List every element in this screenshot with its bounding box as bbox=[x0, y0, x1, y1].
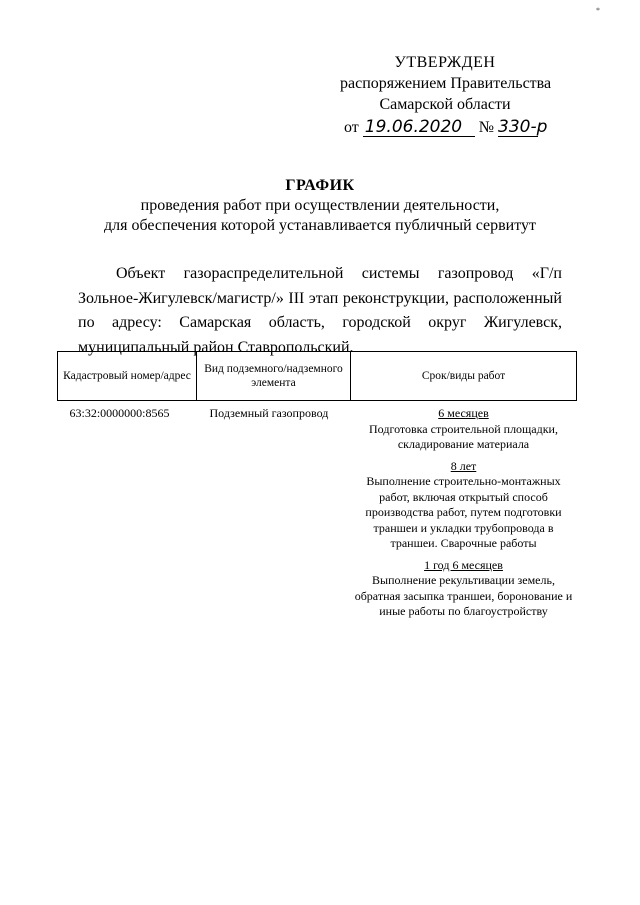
order-line bbox=[344, 117, 548, 137]
corner-mark: * bbox=[596, 6, 600, 15]
title-main: ГРАФИК bbox=[285, 177, 355, 194]
stage-works: Выполнение рекультивации земель, обратная засыпка траншеи, боронование и иные работы по благоустройству bbox=[354, 573, 573, 618]
approval-heading: УТВЕРЖДЕН bbox=[394, 54, 496, 71]
table-row bbox=[58, 401, 577, 626]
header-works: Срок/виды работ bbox=[351, 352, 577, 401]
order-date: 19.06.2020 bbox=[363, 118, 475, 137]
stage-3 bbox=[351, 558, 577, 620]
header-cadastral: Кадастровый номер/адрес bbox=[58, 352, 197, 401]
order-number: 330-р bbox=[498, 117, 548, 137]
cell-element: Подземный газопровод bbox=[209, 406, 329, 420]
stage-works: Подготовка строительной площадки, складирование материала bbox=[369, 421, 558, 451]
stage-works: Выполнение строительно-монтажных работ, включая открытый способ производства работ, путем подготовки траншеи и укладки трубопровода в траншеи. Сварочные работы bbox=[365, 474, 562, 550]
title-sub-2: для обеспечения которой устанавливается публичный сервитут bbox=[104, 217, 536, 234]
stage-term: 1 год 6 месяцев bbox=[424, 557, 503, 572]
approval-line-2: Самарской области bbox=[379, 96, 511, 113]
stage-1 bbox=[351, 406, 577, 453]
approval-block bbox=[340, 52, 550, 115]
table-header-row bbox=[58, 352, 577, 401]
approval-line-1: распоряжением Правительства bbox=[340, 75, 552, 92]
document-title bbox=[0, 176, 640, 236]
object-description: Объект газораспределительной системы газопровод «Г/п Зольное-Жигулевск/магистр/» III этап реконструкции, расположенный по адресу: Самарская область, городской округ Жигулевск, муниципальный район Ставропольский. bbox=[78, 265, 562, 356]
date-prefix: от bbox=[344, 119, 359, 136]
stage-term: 8 лет bbox=[450, 458, 477, 473]
title-sub-1: проведения работ при осуществлении деятельности, bbox=[140, 197, 500, 214]
schedule-table bbox=[57, 351, 577, 626]
stage-term: 6 месяцев bbox=[438, 406, 489, 420]
cell-works bbox=[351, 401, 577, 626]
number-prefix: № bbox=[478, 119, 495, 136]
stage-2 bbox=[351, 459, 577, 552]
header-element: Вид подземного/надземного элемента bbox=[197, 352, 351, 401]
cell-cadastral: 63:32:0000000:8565 bbox=[69, 406, 170, 420]
